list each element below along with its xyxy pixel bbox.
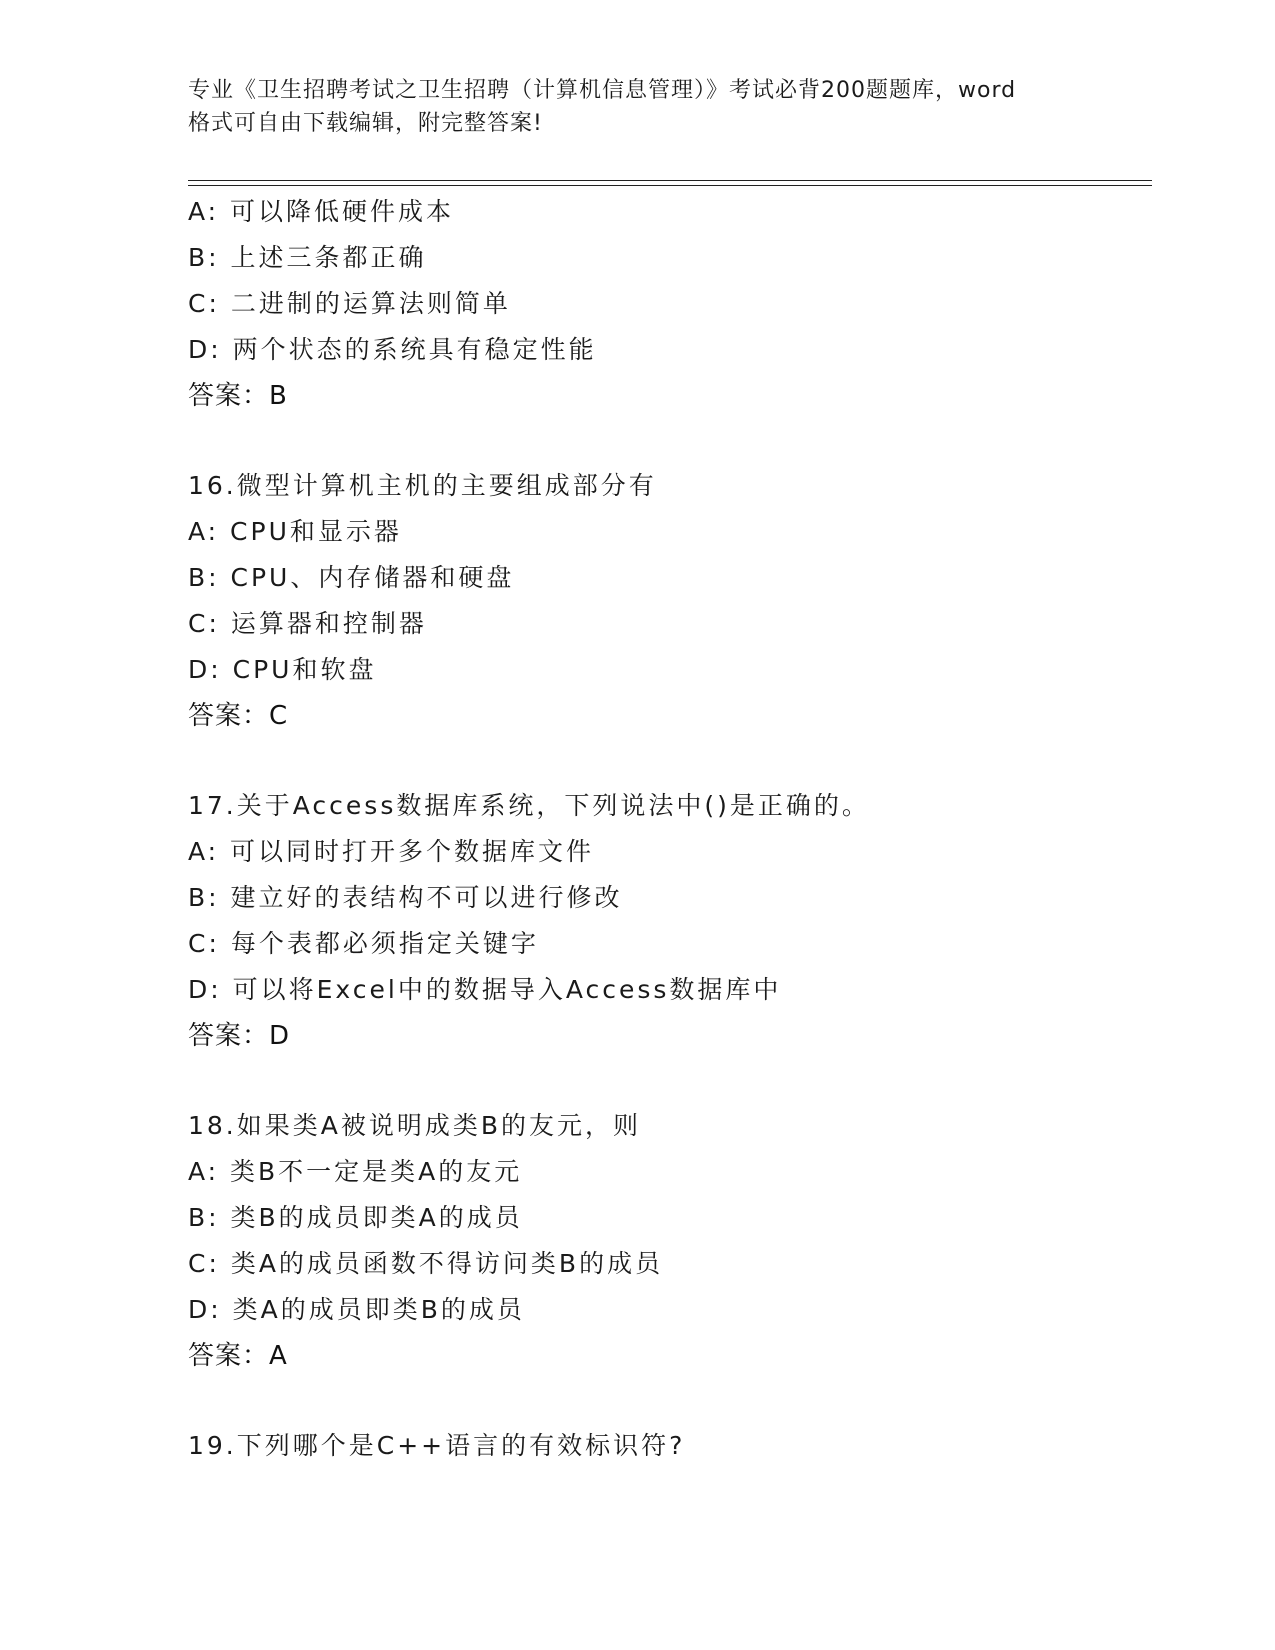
option-a: A: 类B不一定是类A的友元 <box>188 1157 523 1186</box>
option-d: D: 类A的成员即类B的成员 <box>188 1295 525 1324</box>
spacer <box>188 739 1152 783</box>
option-b: B: 上述三条都正确 <box>188 243 427 272</box>
spacer <box>188 1379 1152 1423</box>
option-b: B: CPU、内存储器和硬盘 <box>188 563 515 592</box>
answer: 答案：D <box>188 1021 291 1051</box>
spacer <box>188 1059 1152 1103</box>
question-text: 16.微型计算机主机的主要组成部分有 <box>188 471 657 500</box>
answer: 答案：C <box>188 701 289 731</box>
answer: 答案：B <box>188 381 288 411</box>
question-list <box>188 189 1152 1469</box>
question-text: 19.下列哪个是C++语言的有效标识符? <box>188 1431 686 1460</box>
spacer <box>188 419 1152 463</box>
question-17 <box>188 783 1152 1059</box>
option-a: A: 可以降低硬件成本 <box>188 197 455 226</box>
option-d: D: 两个状态的系统具有稳定性能 <box>188 335 597 364</box>
answer: 答案：A <box>188 1341 288 1371</box>
header-divider-bottom <box>188 185 1152 186</box>
option-d: D: 可以将Excel中的数据导入Access数据库中 <box>188 975 782 1004</box>
question-text: 18.如果类A被说明成类B的友元，则 <box>188 1111 642 1140</box>
question-15 <box>188 189 1152 419</box>
option-b: B: 类B的成员即类A的成员 <box>188 1203 523 1232</box>
header-title-line2: 格式可自由下载编辑，附完整答案! <box>188 111 543 136</box>
header-title-line1: 专业《卫生招聘考试之卫生招聘（计算机信息管理）》考试必背200题题库，word <box>188 78 1017 103</box>
option-a: A: CPU和显示器 <box>188 517 402 546</box>
question-text: 17.关于Access数据库系统，下列说法中()是正确的。 <box>188 791 870 820</box>
option-d: D: CPU和软盘 <box>188 655 377 684</box>
option-b: B: 建立好的表结构不可以进行修改 <box>188 883 623 912</box>
question-19 <box>188 1423 1152 1469</box>
option-a: A: 可以同时打开多个数据库文件 <box>188 837 595 866</box>
option-c: C: 运算器和控制器 <box>188 609 427 638</box>
question-18 <box>188 1103 1152 1379</box>
option-c: C: 二进制的运算法则简单 <box>188 289 511 318</box>
option-c: C: 类A的成员函数不得访问类B的成员 <box>188 1249 664 1278</box>
header-divider-top <box>188 180 1152 181</box>
question-16 <box>188 463 1152 739</box>
document-header <box>188 74 1088 140</box>
option-c: C: 每个表都必须指定关键字 <box>188 929 539 958</box>
